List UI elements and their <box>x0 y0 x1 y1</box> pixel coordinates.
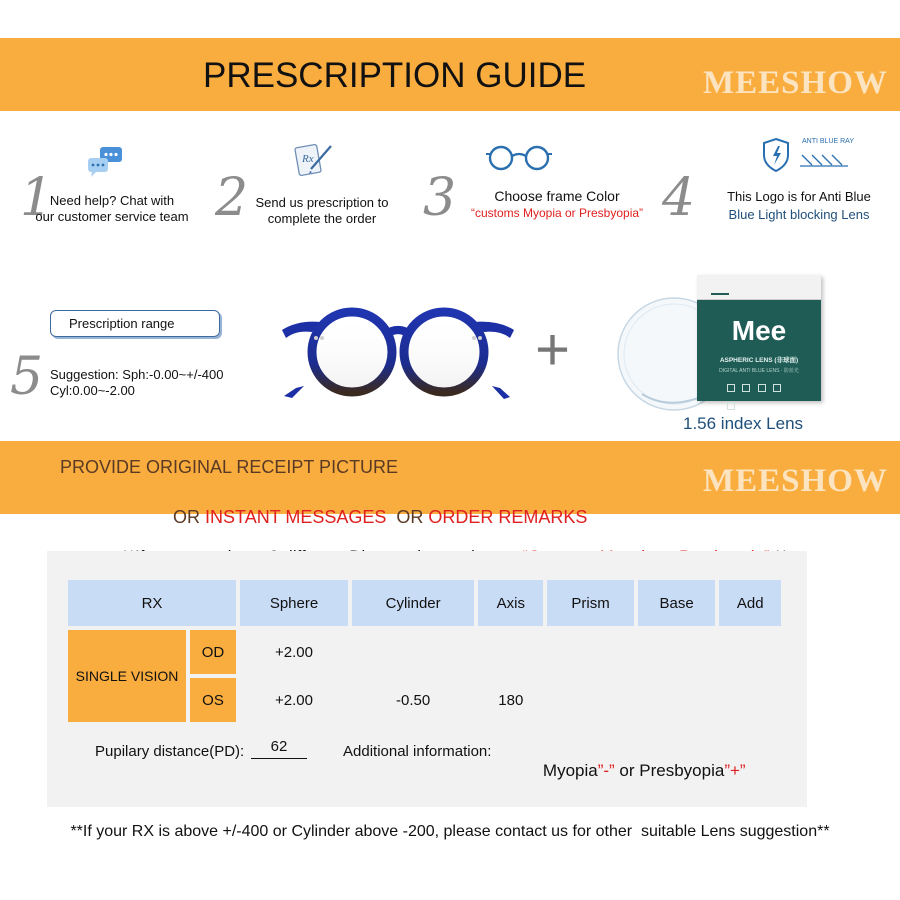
presbyopia-sign: ”+” <box>724 761 746 780</box>
step-number-3: 3 <box>423 168 457 228</box>
watermark: MEESHOW <box>703 65 888 101</box>
presbyopia-word: or Presbyopia <box>614 761 725 780</box>
rx-os-prism <box>547 678 633 722</box>
pd-label: Pupilary distance(PD): <box>95 743 245 760</box>
rx-od-sphere: +2.00 <box>275 643 313 661</box>
step-text-4-line2: Blue Light blocking Lens <box>728 207 870 222</box>
anti-blue-label: ANTI BLUE RAY <box>802 138 854 145</box>
rx-header-cylinder: Cylinder <box>352 580 474 626</box>
or-text-2: OR <box>386 507 429 527</box>
step-text-1 <box>22 193 202 225</box>
step-text-2-line2: complete the order <box>267 211 377 226</box>
lens-caption: 1.56 index Lens <box>683 414 804 433</box>
plus-sign: + <box>535 316 571 383</box>
rx-header-sphere: Sphere <box>240 580 348 626</box>
lens-box-brand: Mee <box>731 315 787 346</box>
rx-od-axis <box>478 630 543 674</box>
prescription-range-box <box>50 310 220 337</box>
rx-header-prism: Prism <box>547 580 633 626</box>
or-text-1: OR <box>173 507 206 527</box>
myopia-presbyopia-text <box>524 741 746 801</box>
rx-limit-note: **If your RX is above +/-400 or Cylinder above -200, please contact us for other suitable Lens suggestion** <box>70 823 830 840</box>
lens-box-line2: DIGITAL ANTI BLUE LENS · 防蓝光 <box>719 368 799 374</box>
step-text-3-line1: Choose frame Color <box>494 188 620 204</box>
step-text-2-line1: Send us prescription to <box>255 195 389 210</box>
step-text-1-line1: Need help? Chat with <box>49 193 175 208</box>
rx-od-add <box>719 630 781 674</box>
suggestion-line1: Suggestion: Sph:-0.00~+/-400 <box>50 367 224 382</box>
svg-text:Rx: Rx <box>302 153 314 165</box>
page-title: PRESCRIPTION GUIDE <box>203 56 587 95</box>
rx-od-base <box>638 630 716 674</box>
lens-box-line <box>711 293 729 295</box>
rx-os-axis: 180 <box>498 691 524 709</box>
single-vision-label: SINGLE VISION <box>68 630 186 722</box>
rx-row-od <box>68 630 781 674</box>
glasses-product-image <box>278 300 518 400</box>
lens-box-line1: ASPHERIC LENS (非球面) <box>719 357 799 364</box>
rx-os-add <box>719 678 781 722</box>
rx-table <box>64 576 785 726</box>
rx-header-rx: RX <box>68 580 236 626</box>
step-number-2: 2 <box>215 168 249 228</box>
rx-od-cylinder <box>352 630 474 674</box>
rx-eye-os: OS <box>190 678 236 722</box>
myopia-sign: ”-” <box>597 761 615 780</box>
rx-od-prism <box>547 630 633 674</box>
prescription-range-label: Prescription range <box>69 316 175 331</box>
rx-panel <box>47 551 807 807</box>
rx-header-axis: Axis <box>478 580 543 626</box>
step-text-4-line1: This Logo is for Anti Blue <box>727 189 871 204</box>
step-text-3 <box>452 187 662 221</box>
suggestion-text <box>50 367 223 399</box>
step-text-2 <box>247 195 397 227</box>
rx-header-row <box>68 580 781 626</box>
additional-info-label: Additional information: <box>343 743 492 760</box>
watermark-2: MEESHOW <box>703 463 888 499</box>
lens-box-top <box>697 275 821 300</box>
suggestion-line2: Cyl:0.00~-2.00 <box>50 383 135 398</box>
receipt-line1: PROVIDE ORIGINAL RECEIPT PICTURE <box>60 457 399 477</box>
chat-bubbles-icon <box>86 145 126 179</box>
myopia-word: Myopia <box>542 761 598 780</box>
rx-eye-od: OD <box>190 630 236 674</box>
rx-header-add: Add <box>719 580 781 626</box>
step-text-1-line2: our customer service team <box>35 209 189 224</box>
glasses-icon <box>484 143 554 173</box>
header-banner <box>0 38 900 111</box>
lens-box <box>697 275 821 401</box>
step-number-4: 4 <box>662 168 696 228</box>
rx-os-base <box>638 678 716 722</box>
step-text-3-line2: “customs Myopia or Presbyopia” <box>470 206 644 220</box>
receipt-banner <box>0 441 900 527</box>
rx-pen-icon <box>291 140 337 178</box>
instant-messages-text: INSTANT MESSAGES <box>205 507 387 527</box>
pd-value: 62 <box>251 738 307 759</box>
step-text-4 <box>718 188 880 224</box>
lens-box-icons <box>727 379 791 387</box>
order-remarks-text: ORDER REMARKS <box>428 507 588 527</box>
rx-os-sphere: +2.00 <box>275 691 313 709</box>
step-number-5: 5 <box>10 347 44 407</box>
step-number-1: 1 <box>20 168 54 228</box>
rx-header-base: Base <box>638 580 716 626</box>
rx-os-cylinder: -0.50 <box>396 691 431 709</box>
